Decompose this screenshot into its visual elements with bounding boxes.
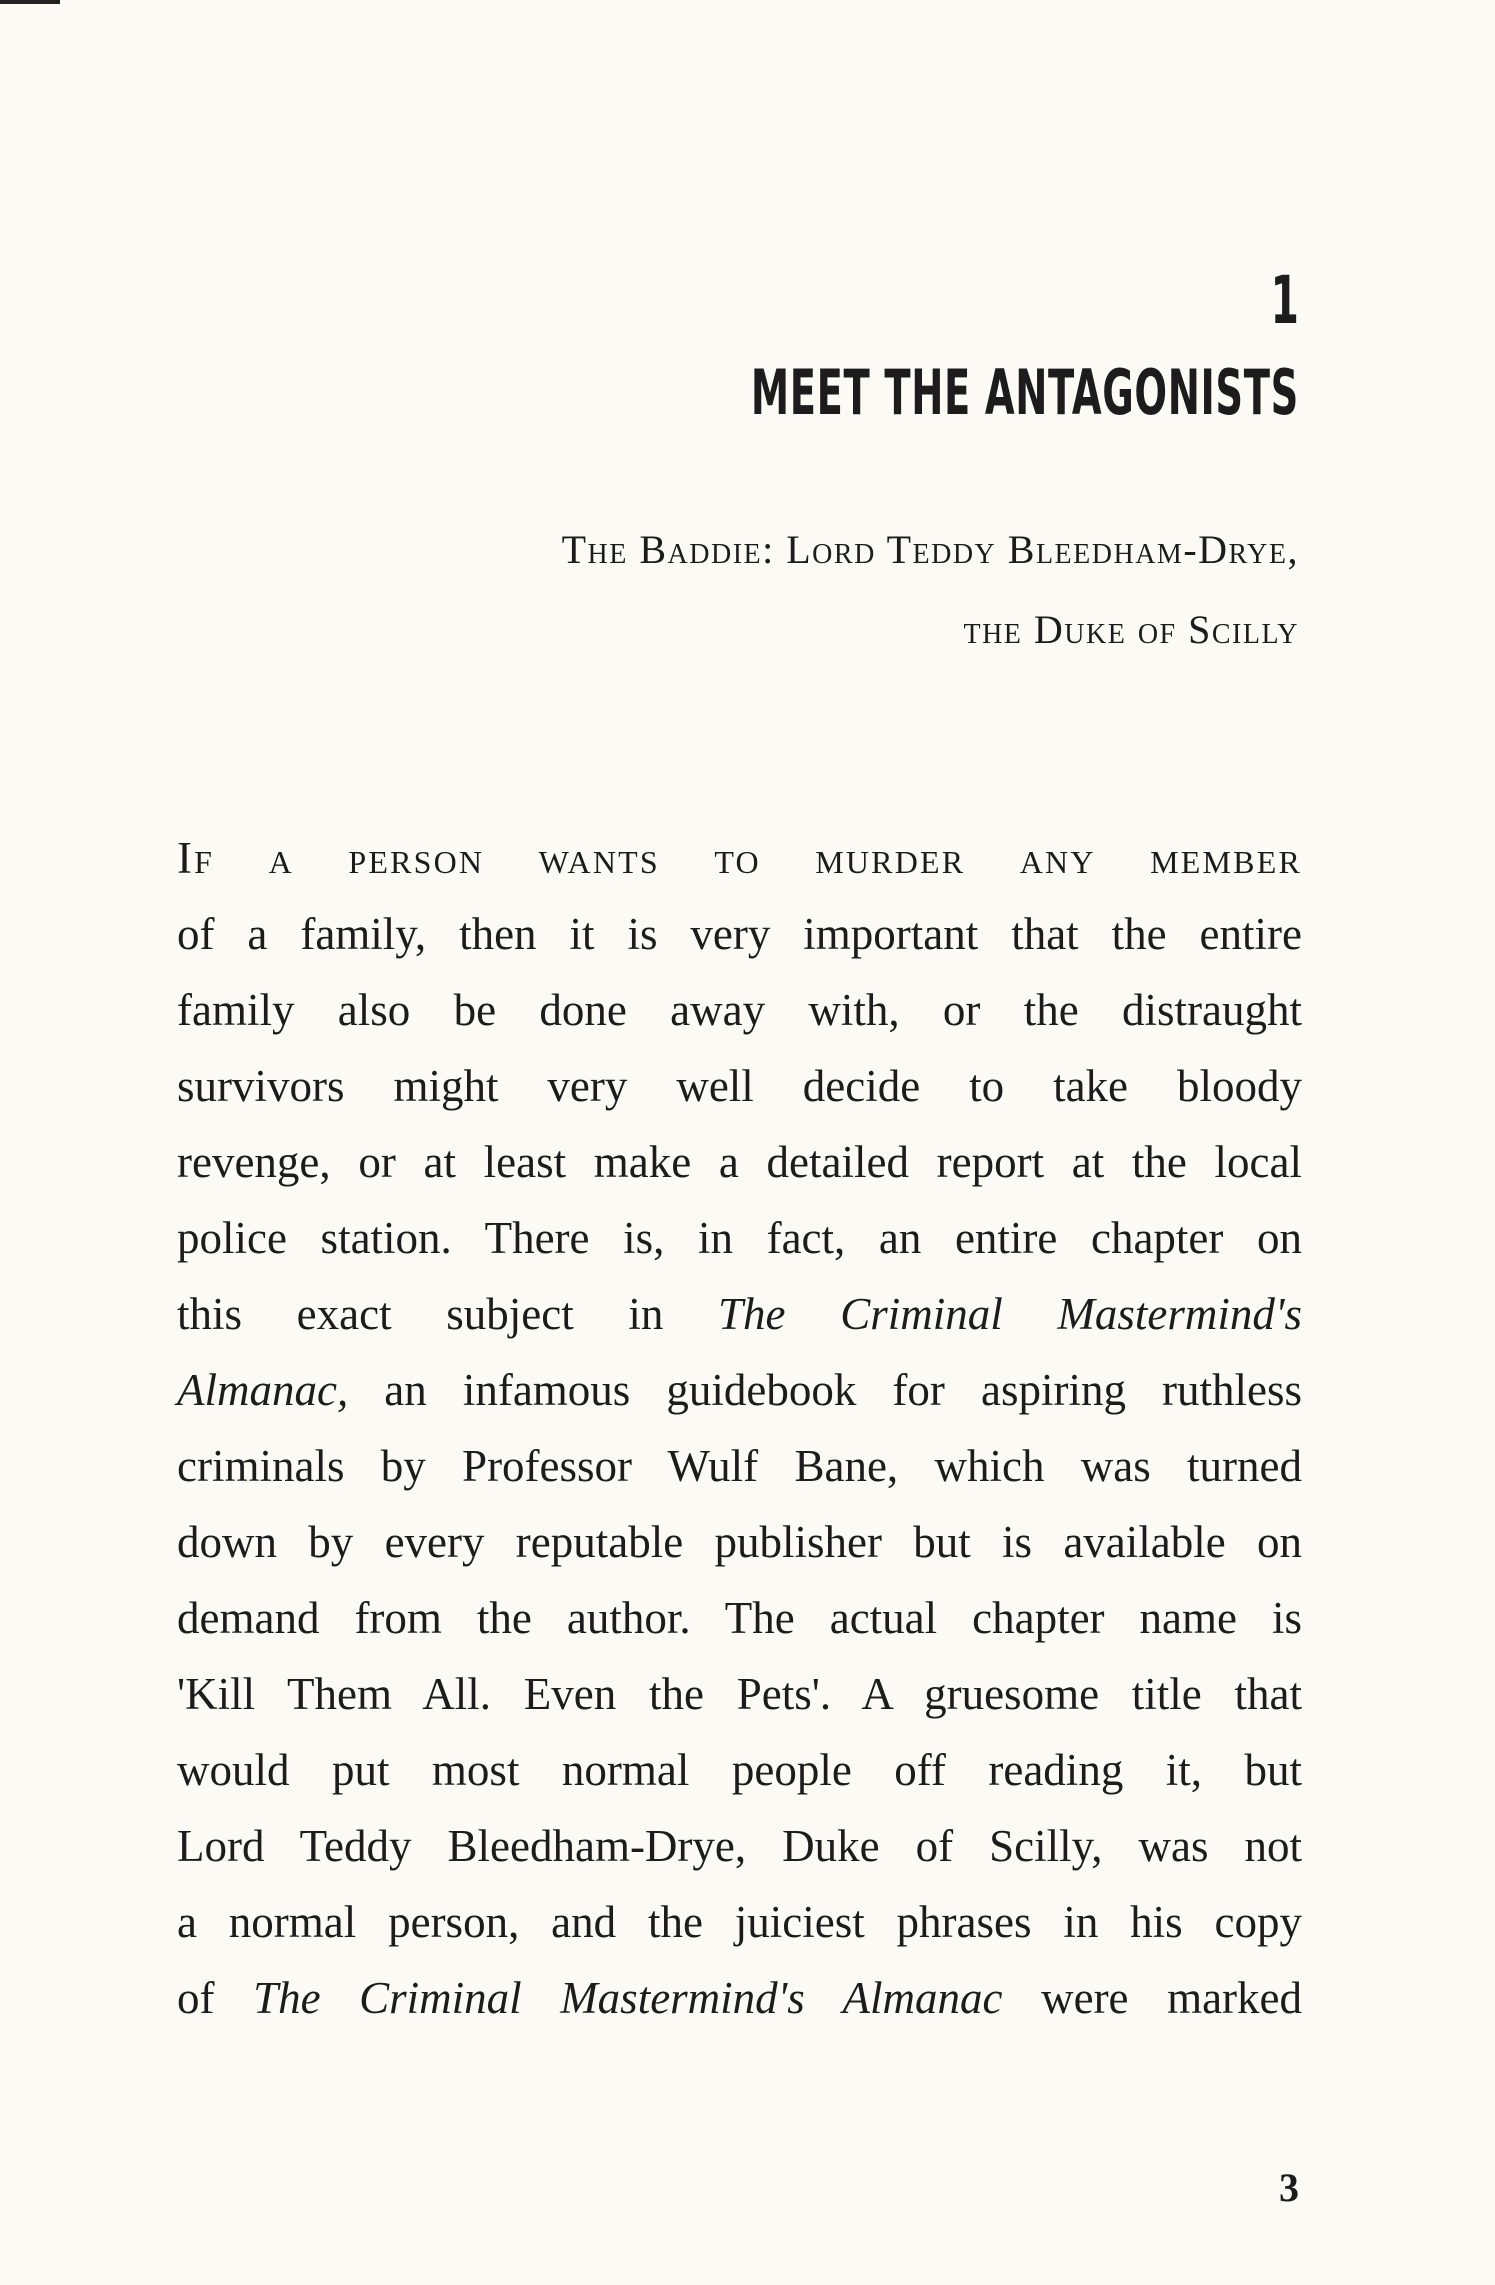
body-line: If a person wants to murder any member [177,833,1302,883]
scan-edge-mark [0,0,60,4]
chapter-title: MEET THE ANTAGONISTS [750,356,1299,429]
body-line: Lord Teddy Bleedham-Drye, Duke of Scilly, was not [177,1821,1302,1871]
body-text-run: were marked [1041,1973,1303,2023]
page-number: 3 [1279,2165,1299,2210]
body-line: demand from the author. The actual chapter name is [177,1593,1302,1643]
body-line: family also be done away with, or the distraught [177,985,1302,1035]
chapter-subtitle-line-2: the Duke of Scilly [963,607,1299,652]
body-paragraph [177,820,1302,2036]
body-line [177,1276,1302,1352]
body-line: 'Kill Them All. Even the Pets'. A gruesome title that [177,1669,1302,1719]
body-line: police station. There is, in fact, an entire chapter on [177,1213,1302,1263]
body-line: survivors might very well decide to take bloody [177,1061,1302,1111]
body-line: a normal person, and the juiciest phrases in his copy [177,1897,1302,1947]
book-title-italic: Almanac, [177,1365,349,1415]
body-text-run: an infamous guidebook for aspiring ruthless [384,1365,1303,1415]
body-text-run: this exact subject in [177,1289,664,1339]
body-line [177,1352,1302,1428]
body-text-run: of [177,1973,215,2023]
chapter-subtitle-line-1: The Baddie: Lord Teddy Bleedham-Drye, [561,527,1299,572]
chapter-number: 1 [1270,262,1299,339]
body-line: would put most normal people off reading it, but [177,1745,1302,1795]
body-line: down by every reputable publisher but is available on [177,1517,1302,1567]
body-line: revenge, or at least make a detailed report at the local [177,1137,1302,1187]
book-title-italic: The Criminal Mastermind's [718,1289,1302,1339]
body-line: criminals by Professor Wulf Bane, which was turned [177,1441,1302,1491]
body-line [177,1960,1302,2036]
body-line: of a family, then it is very important that the entire [177,909,1302,959]
book-title-italic: The Criminal Mastermind's Almanac [253,1973,1003,2023]
